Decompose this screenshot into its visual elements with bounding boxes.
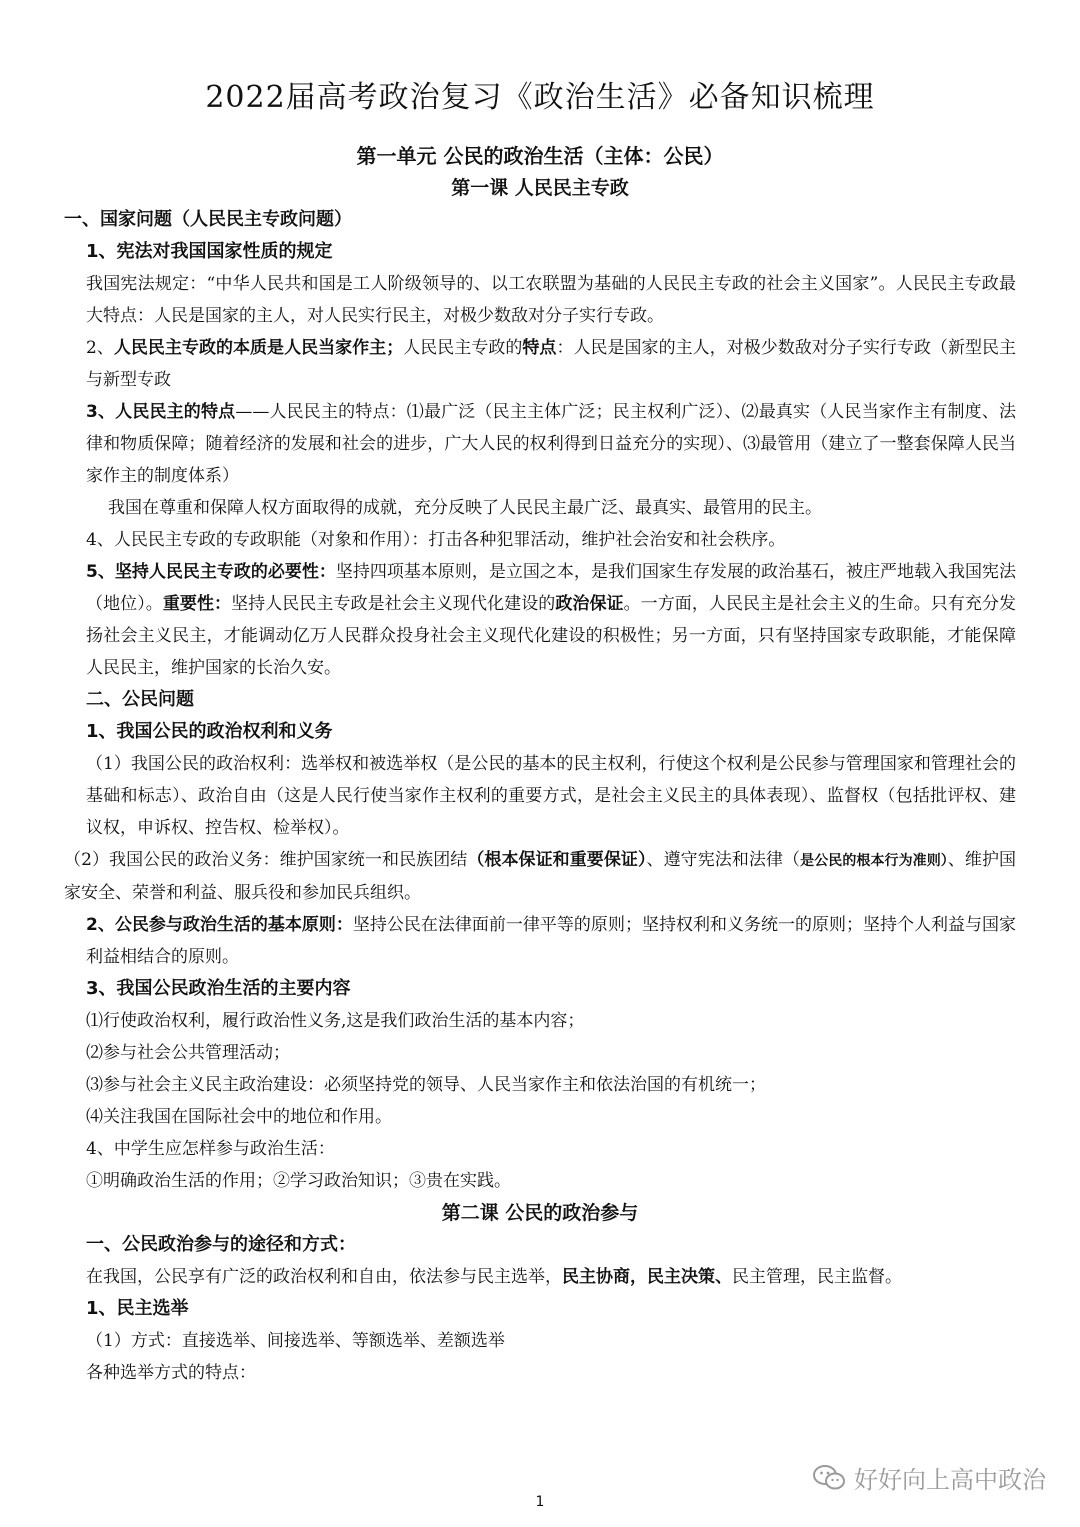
bold-text: 政治保证	[555, 594, 624, 614]
paragraph: 我国宪法规定：“中华人民共和国是工人阶级领导的、以工农联盟为基础的人民民主专政的社会主义国家”。人民民主专政最大特点：人民是国家的主人，对人民实行民主，对极少数敌对分子实行专政。	[86, 274, 1016, 326]
bold-text: （根本保证和重要保证）	[467, 850, 647, 870]
text-run: 坚持四项基本原则，是立国之本，是我们国家生存发展的政治基石，被庄严地载入我国宪法（地位）。	[86, 562, 1017, 614]
list-item: ①明确政治生活的作用；②学习政治知识；③贵在实践。	[86, 1171, 511, 1191]
paragraph	[64, 1261, 1016, 1293]
text-run: ——人民民主的特点：⑴最广泛（民主主体广泛；民主权利广泛）、⑵最真实（人民当家作主有制度、法律和物质保障；随着经济的发展和社会的进步，广大人民的权利得到日益充分的实现）、⑶最管用（建立了一整套保障人民当家作主的制度体系）	[86, 402, 1016, 486]
document-body	[64, 140, 1016, 1389]
text-run: ：人民是国家的主人，对极少数敌对分子实行专政（新型民主与新型专政	[86, 338, 1017, 390]
lesson-heading: 第一课 人民民主专政	[451, 177, 629, 199]
subsection-heading: 1、宪法对我国国家性质的规定	[86, 241, 333, 262]
section-heading: 一、国家问题（人民民主专政问题）	[64, 209, 352, 230]
subsection-heading: 1、我国公民的政治权利和义务	[86, 721, 333, 742]
paragraph: 各种选举方式的特点：	[86, 1363, 256, 1383]
text-run: 、遵守宪法和法律（	[646, 850, 801, 870]
paragraph: 4、中学生应怎样参与政治生活：	[86, 1139, 335, 1159]
text-run: 人民民主专政的	[403, 338, 523, 358]
text-run: 坚持公民在法律面前一律平等的原则；坚持权利和义务统一的原则；坚持个人利益与国家利益相结合的原则。	[86, 915, 1017, 967]
subsection-heading: 1、民主选举	[86, 1298, 189, 1319]
page-number: 1	[535, 1494, 545, 1510]
list-item: ⑴行使政治权利，履行政治性义务,这是我们政治生活的基本内容；	[86, 1011, 585, 1031]
bold-text: 人民民主专政的本质是人民当家作主；	[113, 338, 404, 358]
document-title: 2022届高考政治复习《政治生活》必备知识梳理	[205, 80, 875, 115]
bold-text: 是公民的根本行为准则）	[800, 853, 948, 869]
paragraph	[64, 844, 1016, 909]
paragraph	[64, 332, 1016, 396]
list-item: ⑵参与社会公共管理活动；	[86, 1043, 290, 1063]
text-run: 在我国，公民享有广泛的政治权利和自由，依法参与民主选举，	[86, 1267, 562, 1287]
bold-text: 2、公民参与政治生活的基本原则：	[86, 915, 353, 935]
lesson-heading: 第二课 公民的政治参与	[441, 1202, 639, 1224]
list-item: ⑷关注我国在国际社会中的地位和作用。	[86, 1107, 392, 1127]
watermark-text: 好好向上高中政治	[854, 1466, 1046, 1494]
bold-text: 民主协商，民主决策、	[562, 1267, 732, 1287]
paragraph	[64, 909, 1016, 973]
unit-heading: 第一单元 公民的政治生活（主体：公民）	[356, 144, 724, 168]
paragraph	[64, 396, 1016, 492]
section-heading: 一、公民政治参与的途径和方式：	[86, 1234, 356, 1255]
list-item: ⑶参与社会主义民主政治建设：必须坚持党的领导、人民当家作主和依法治国的有机统一；	[86, 1075, 766, 1095]
paragraph: （1）我国公民的政治权利：选举权和被选举权（是公民的基本的民主权利，行使这个权利是公民参与管理国家和管理社会的基础和标志）、政治自由（这是人民行使当家作主权利的重要方式，是社会主义民主的具体表现）、监督权（包括批评权、建议权，申诉权、控告权、检举权）。	[86, 754, 1016, 838]
wechat-icon	[812, 1464, 846, 1492]
text-run: 、维护国家安全、荣誉和利益、服兵役和参加民兵组织。	[64, 850, 1017, 903]
paragraph: 4、人民民主专政的专政职能（对象和作用）：打击各种犯罪活动，维护社会治安和社会秩序。	[86, 530, 786, 550]
text-run: 2、	[86, 338, 114, 358]
section-heading: 二、公民问题	[86, 689, 194, 710]
watermark	[812, 1460, 1046, 1495]
bold-text: 3、人民民主的特点	[86, 402, 236, 422]
paragraph	[64, 556, 1016, 684]
text-run: （2）我国公民的政治义务：维护国家统一和民族团结	[64, 850, 468, 870]
paragraph: 我国在尊重和保障人权方面取得的成就，充分反映了人民民主最广泛、最真实、最管用的民主。	[108, 498, 822, 518]
bold-text: 特点	[522, 338, 557, 358]
text-run: 坚持人民民主专政是社会主义现代化建设的	[231, 594, 556, 614]
bold-text: 5、坚持人民民主专政的必要性：	[86, 562, 336, 582]
paragraph: （1）方式：直接选举、间接选举、等额选举、差额选举	[86, 1331, 505, 1351]
text-run: 民主管理，民主监督。	[732, 1267, 902, 1287]
bold-text: 重要性：	[162, 594, 232, 614]
subsection-heading: 3、我国公民政治生活的主要内容	[86, 978, 351, 999]
text-run: 。一方面，人民民主是社会主义的生命。只有充分发扬社会主义民主，才能调动亿万人民群众投身社会主义现代化建设的积极性；另一方面，只有坚持国家专政职能，才能保障人民民主，维护国家的长治久安。	[86, 594, 1017, 678]
